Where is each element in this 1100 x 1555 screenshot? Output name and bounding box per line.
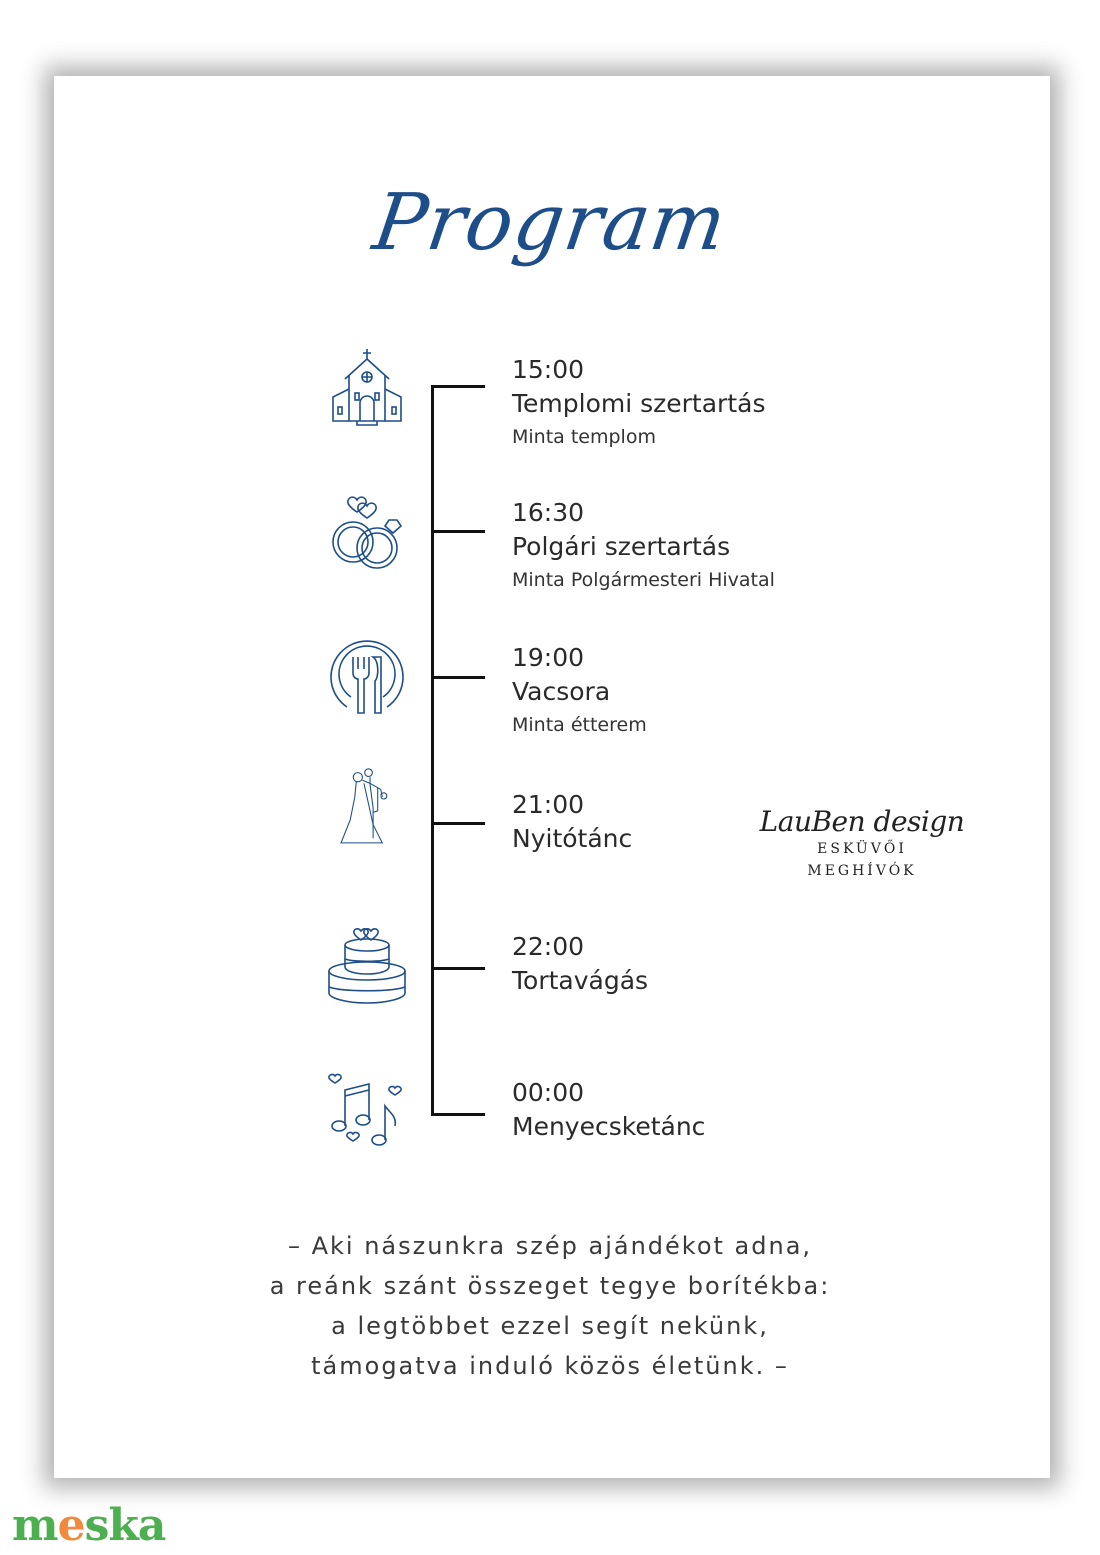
quote-line: a legtöbbet ezzel segít nekünk, <box>331 1312 769 1340</box>
meska-watermark <box>12 1500 165 1551</box>
dancing-couple-icon <box>325 765 409 849</box>
event-item <box>512 354 765 452</box>
wedding-rings-icon <box>325 490 409 574</box>
brand-line1: ESKÜVŐI <box>817 841 907 857</box>
event-item <box>512 642 647 740</box>
event-time: 22:00 <box>512 932 585 961</box>
brand-logo <box>752 805 972 882</box>
brand-line2: MEGHÍVÓK <box>807 863 917 879</box>
event-name: Polgári szertartás <box>512 532 731 561</box>
event-name: Templomi szertartás <box>512 389 766 418</box>
meska-e: e <box>57 1500 85 1551</box>
timeline-tick <box>431 1113 485 1116</box>
page-title: Program <box>367 178 733 268</box>
timeline-tick <box>431 385 485 388</box>
meska-m: m <box>12 1500 58 1551</box>
event-item <box>512 1077 705 1145</box>
quote-line: támogatva induló közös életünk. – <box>311 1352 789 1380</box>
timeline-tick <box>431 530 485 533</box>
event-time: 00:00 <box>512 1078 585 1107</box>
event-name: Menyecsketánc <box>512 1112 706 1141</box>
church-icon <box>325 345 409 429</box>
quote-line: a reánk szánt összeget tegye borítékba: <box>269 1272 831 1300</box>
meska-ska: ska <box>84 1500 166 1551</box>
plate-fork-knife-icon <box>325 635 409 719</box>
quote-line: – Aki nászunkra szép ajándékot adna, <box>287 1232 813 1260</box>
timeline-line <box>431 386 434 1115</box>
event-name: Vacsora <box>512 677 611 706</box>
event-place: Minta Polgármesteri Hivatal <box>512 569 775 591</box>
event-place: Minta étterem <box>512 714 647 736</box>
event-name: Tortavágás <box>512 966 649 995</box>
event-item <box>512 789 632 857</box>
event-place: Minta templom <box>512 426 656 448</box>
event-time: 19:00 <box>512 643 585 672</box>
timeline-tick <box>431 676 485 679</box>
event-name: Nyitótánc <box>512 824 633 853</box>
timeline-tick <box>431 967 485 970</box>
event-time: 21:00 <box>512 790 585 819</box>
timeline-tick <box>431 822 485 825</box>
event-item <box>512 931 648 999</box>
brand-name: LauBen design <box>759 805 965 838</box>
gift-quote <box>0 1226 1100 1386</box>
event-time: 16:30 <box>512 498 585 527</box>
event-item <box>512 497 775 595</box>
music-notes-hearts-icon <box>325 1070 409 1154</box>
wedding-cake-icon <box>325 923 409 1007</box>
event-time: 15:00 <box>512 355 585 384</box>
